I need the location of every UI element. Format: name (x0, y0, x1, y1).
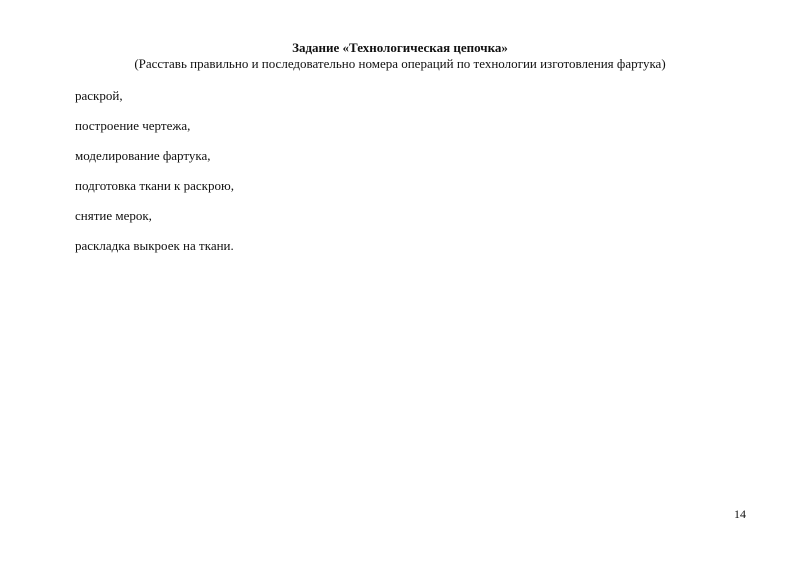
list-item: раскрой, (75, 88, 123, 103)
list-item: раскладка выкроек на ткани. (75, 238, 234, 253)
list-item: моделирование фартука, (75, 148, 211, 163)
task-instructions: (Расставь правильно и последовательно номера операций по технологии изготовления фартука) (134, 56, 666, 71)
list-item: подготовка ткани к раскрою, (75, 178, 234, 193)
operations-list (75, 88, 234, 268)
task-title: Задание «Технологическая цепочка» (292, 40, 508, 55)
list-item: снятие мерок, (75, 208, 152, 223)
list-item: построение чертежа, (75, 118, 191, 133)
page-number: 14 (734, 507, 746, 521)
